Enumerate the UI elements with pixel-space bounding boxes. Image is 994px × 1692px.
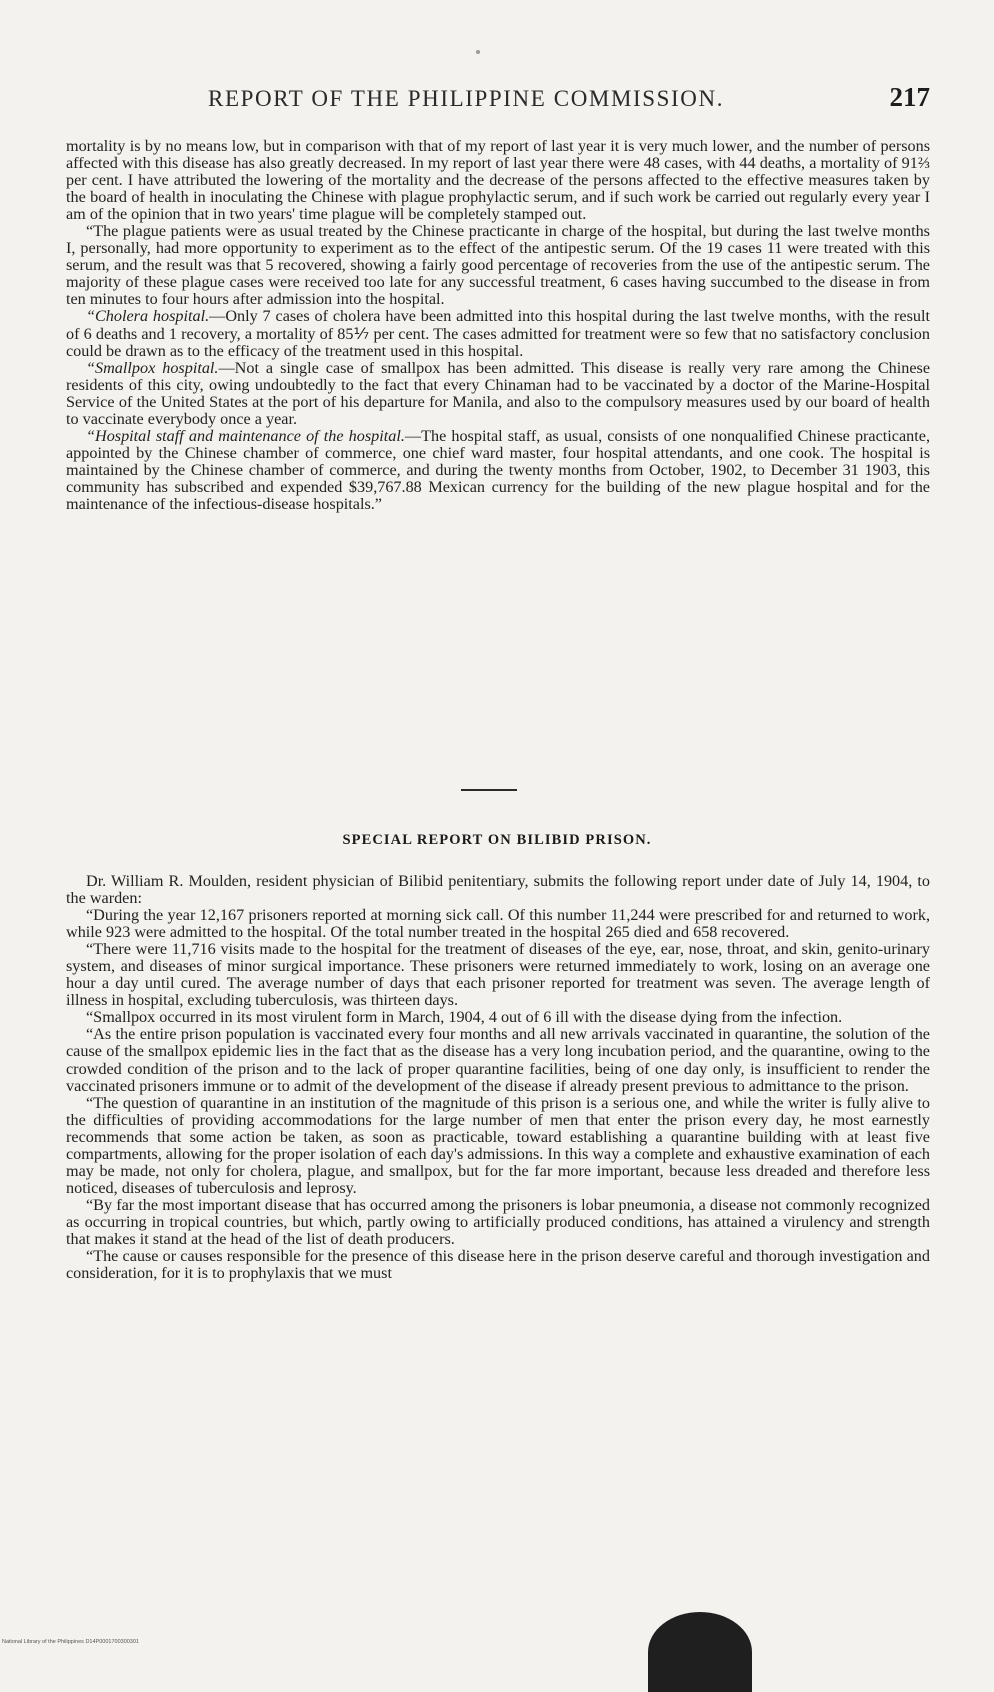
paragraph: “The plague patients were as usual treated by the Chinese practicante in charge of the hospital, but during the last twelve months I, personally, had more opportunity to experiment as to the effect of the antipestic serum. Of the 19 cases 11 were treated with this serum, and the result was that 5 recovered, showing a fairly good percentage of recoveries from the use of the antipestic serum. The majority of these plague cases were received too late for any successful treatment, 6 cases having succumbed to the disease in from ten minutes to four hours after admission into the hospital. [66,222,930,309]
page-header [68,80,930,120]
paragraph: mortality is by no means low, but in comparison with that of my report of last year it is very much lower, and the number of persons affected with this disease has also greatly decreased. In my report of last year there were 48 cases, with 44 deaths, a mortality of 91⅔ per cent. I have attributed the lowering of the mortality and the decrease of the persons affected to the effective measures taken by the board of health in inoculating the Chinese with plague prophylactic serum, and if such work be carried out regularly every year I am of the opinion that in two years' time plague will be completely stamped out. [66,137,930,224]
paragraph: “During the year 12,167 prisoners reported at morning sick call. Of this number 11,244 were prescribed for and returned to work, while 923 were admitted to the hospital. Of the total number treated in the hospital 265 died and 658 recovered. [66,906,930,942]
paragraph: “There were 11,716 visits made to the hospital for the treatment of diseases of the eye, ear, nose, throat, and skin, genito-urinary system, and diseases of minor surgical importance. These prisoners were returned immediately to work, losing on an average one hour a day until cured. The average number of days that each prisoner reported for treatment was seven. The average length of illness in hospital, excluding tuberculosis, was thirteen days. [66,940,930,1010]
scan-shadow [648,1612,752,1692]
section-heading: SPECIAL REPORT ON BILIBID PRISON. [342,832,652,848]
paragraph: “Hospital staff and maintenance of the hospital.—The hospital staff, as usual, consists of one nonqualified Chinese practicante, appointed by the Chinese chamber of commerce, one chief ward master, four hospital attendants, and one cook. The hospital is maintained by the Chinese chamber of commerce, and during the twenty months from October, 1902, to December 31 1903, this community has subscribed and expended $39,767.88 Mexican currency for the building of the new plague hospital and for the maintenance of the infectious-disease hospitals.” [66,426,930,513]
paragraph: “Smallpox occurred in its most virulent form in March, 1904, 4 out of 6 ill with the disease dying from the infection. [86,1008,843,1027]
paragraph: “As the entire prison population is vaccinated every four months and all new arrivals vaccinated in quarantine, the solution of the cause of the smallpox epidemic lies in the fact that as the disease has a very long incubation period, and the quarantine, owing to the crowded condition of the prison and to the lack of proper quarantine facilities, being of one day only, is insufficient to render the vaccinated prisoners immune or to admit of the development of the disease if already present previous to admittance to the prison. [66,1025,930,1095]
body-text-bottom [66,873,930,1282]
paragraph: “Smallpox hospital.—Not a single case of smallpox has been admitted. This disease is really very rare among the Chinese residents of this city, owing undoubtedly to the fact that every Chinaman had to be vaccinated by a doctor of the Marine-Hospital Service of the United States at the port of his departure for Manila, and also to the compulsory measures used by our board of health to vaccinate everybody once a year. [66,358,931,428]
section-divider [461,789,517,791]
paragraph-lead: “Hospital staff and maintenance of the hospital. [86,426,405,445]
paragraph-lead: “Smallpox hospital. [86,358,219,377]
body-text-top [66,138,930,513]
paragraph: “By far the most important disease that has occurred among the prisoners is lobar pneumonia, a disease not commonly recognized as occurring in tropical countries, but which, partly owing to artificially produced conditions, has attained a virulency and strength that makes it stand at the head of the list of death producers. [66,1195,930,1248]
paragraph-lead: “Cholera hospital. [86,307,210,326]
paragraph: “Cholera hospital.—Only 7 cases of cholera have been admitted into this hospital during the last twelve months, with the result of 6 deaths and 1 recovery, a mortality of 85⅐ per cent. The cases admitted for treatment were so few that no satisfactory conclusion could be drawn as to the efficacy of the treatment used in this hospital. [66,307,930,360]
ink-speck [476,50,480,54]
page-number: 217 [889,82,930,112]
running-title: REPORT OF THE PHILIPPINE COMMISSION. [208,86,725,111]
paragraph: “The question of quarantine in an institution of the magnitude of this prison is a serious one, and while the writer is fully alive to the difficulties of providing accommodations for the large number of men that enter the prison every day, he most earnestly recommends that some action be taken, as soon as practicable, toward establishing a quarantine building with at least five compartments, allowing for the proper isolation of each day's admissions. In this way a complete and exhaustive examination of each may be made, not only for cholera, plague, and smallpox, but for the far more important, because less dreaded and therefore less noticed, diseases of tuberculosis and leprosy. [66,1093,930,1197]
scan-source-note: National Library of the Philippines D14P0001700300301 [2,1639,139,1645]
paragraph: “The cause or causes responsible for the presence of this disease here in the prison deserve careful and thorough investigation and consideration, for it is to prophylaxis that we must [66,1247,930,1283]
paragraph: Dr. William R. Moulden, resident physician of Bilibid penitentiary, submits the following report under date of July 14, 1904, to the warden: [66,872,930,908]
